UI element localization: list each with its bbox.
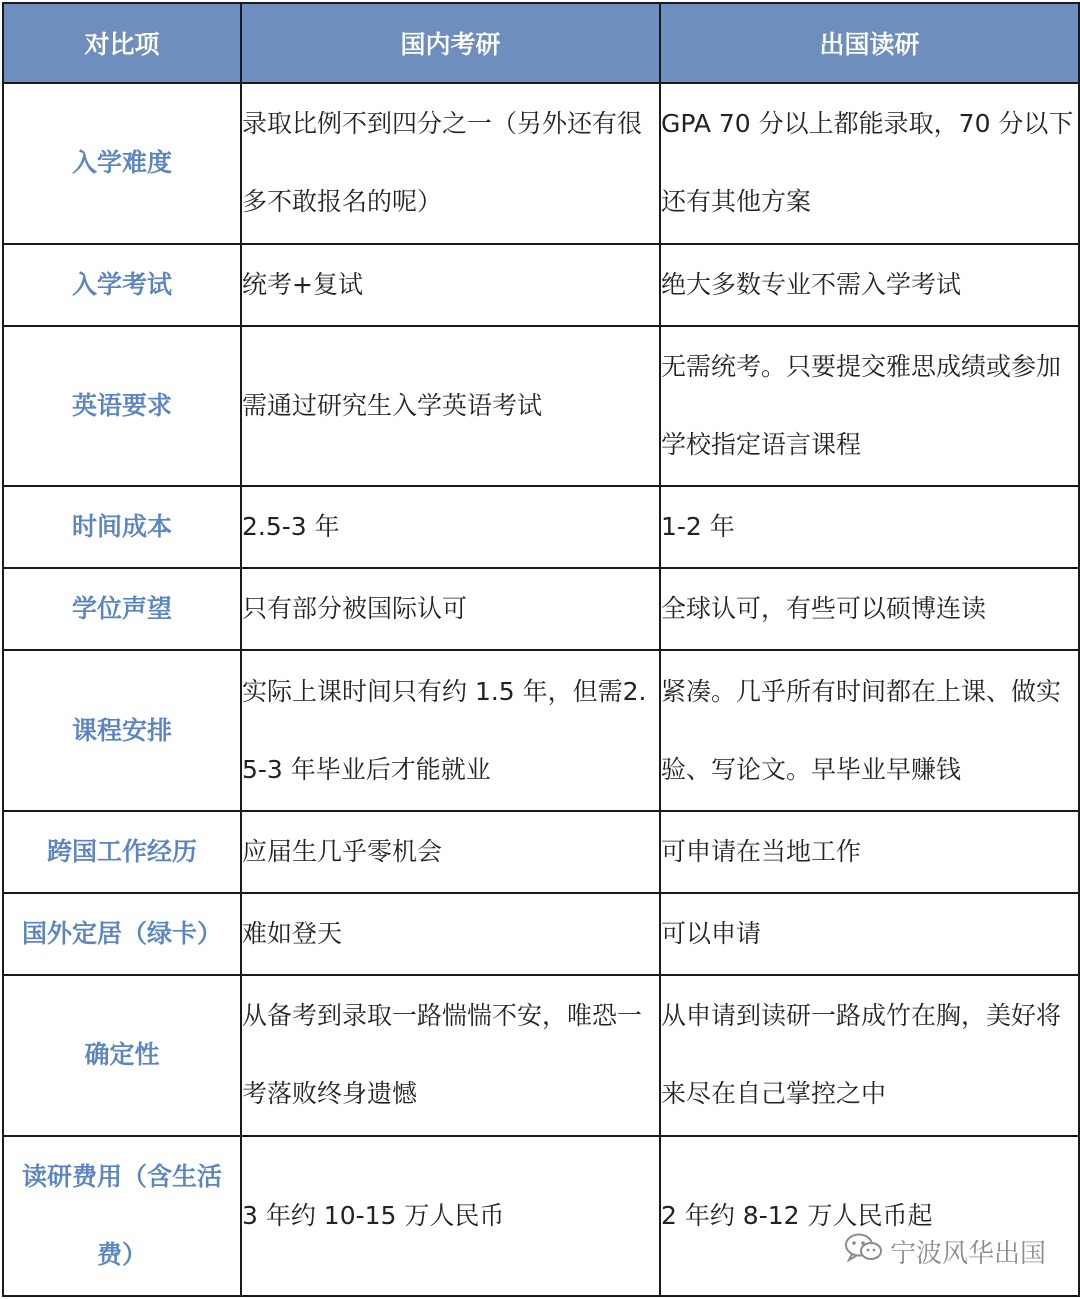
table-row [3, 568, 1079, 650]
table-header-row [3, 3, 1079, 83]
abroad-cell: 全球认可，有些可以硕博连读 [660, 568, 1079, 650]
abroad-cell: 从申请到读研一路成竹在胸，美好将来尽在自己掌控之中 [660, 975, 1079, 1135]
abroad-cell: 2 年约 8-12 万人民币起 [660, 1136, 1079, 1296]
table-row [3, 244, 1079, 326]
table-row [3, 83, 1079, 243]
abroad-cell: 紧凑。几乎所有时间都在上课、做实验、写论文。早毕业早赚钱 [660, 650, 1079, 810]
abroad-cell: 可申请在当地工作 [660, 811, 1079, 893]
row-label: 课程安排 [3, 650, 241, 810]
domestic-cell: 3 年约 10-15 万人民币 [241, 1136, 660, 1296]
table-row [3, 486, 1079, 568]
comparison-table [2, 2, 1080, 1297]
row-label: 读研费用（含生活费） [3, 1136, 241, 1296]
domestic-cell: 需通过研究生入学英语考试 [241, 326, 660, 486]
row-label: 确定性 [3, 975, 241, 1135]
domestic-cell: 统考+复试 [241, 244, 660, 326]
domestic-cell: 录取比例不到四分之一（另外还有很多不敢报名的呢） [241, 83, 660, 243]
abroad-cell: 绝大多数专业不需入学考试 [660, 244, 1079, 326]
abroad-cell: GPA 70 分以上都能录取，70 分以下还有其他方案 [660, 83, 1079, 243]
table-row [3, 975, 1079, 1135]
domestic-cell: 只有部分被国际认可 [241, 568, 660, 650]
table-row [3, 1136, 1079, 1296]
abroad-cell: 无需统考。只要提交雅思成绩或参加学校指定语言课程 [660, 326, 1079, 486]
domestic-cell: 实际上课时间只有约 1.5 年，但需2.5-3 年毕业后才能就业 [241, 650, 660, 810]
header-study-abroad: 出国读研 [660, 3, 1079, 83]
table-row [3, 326, 1079, 486]
domestic-cell: 难如登天 [241, 893, 660, 975]
table-row [3, 893, 1079, 975]
row-label: 时间成本 [3, 486, 241, 568]
row-label: 入学考试 [3, 244, 241, 326]
row-label: 国外定居（绿卡） [3, 893, 241, 975]
row-label: 学位声望 [3, 568, 241, 650]
table-row [3, 650, 1079, 810]
domestic-cell: 应届生几乎零机会 [241, 811, 660, 893]
header-comparison-item: 对比项 [3, 3, 241, 83]
abroad-cell: 可以申请 [660, 893, 1079, 975]
row-label: 英语要求 [3, 326, 241, 486]
abroad-cell: 1-2 年 [660, 486, 1079, 568]
row-label: 入学难度 [3, 83, 241, 243]
domestic-cell: 从备考到录取一路惴惴不安，唯恐一考落败终身遗憾 [241, 975, 660, 1135]
row-label: 跨国工作经历 [3, 811, 241, 893]
watermark-text: 宁波风华出国 [889, 1239, 1046, 1269]
domestic-cell: 2.5-3 年 [241, 486, 660, 568]
account-watermark [844, 1232, 1046, 1271]
table-row [3, 811, 1079, 893]
wechat-icon [844, 1232, 890, 1271]
header-domestic-exam: 国内考研 [241, 3, 660, 83]
